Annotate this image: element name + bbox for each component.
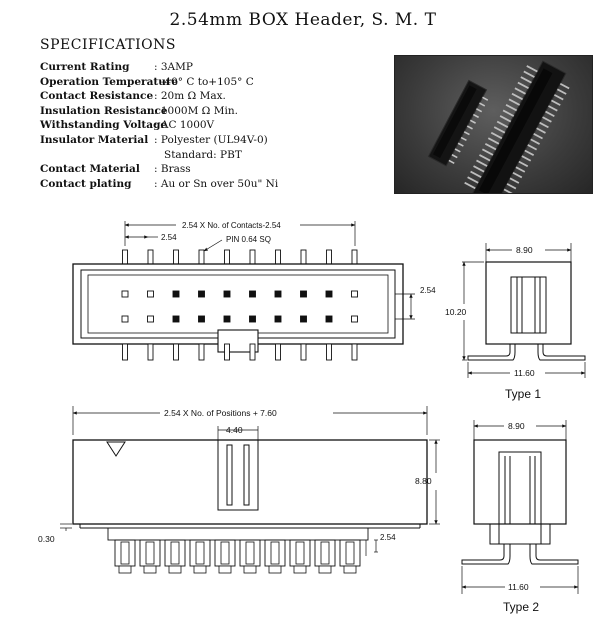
contact-square bbox=[173, 291, 179, 297]
contact-square bbox=[173, 316, 179, 322]
pin-top bbox=[174, 250, 179, 264]
front-view bbox=[60, 406, 440, 573]
dim-pitch-front: 2.54 bbox=[380, 533, 396, 542]
dim-overall-positions: 2.54 X No. of Positions + 7.60 bbox=[164, 408, 277, 418]
spec-value: : Brass bbox=[154, 163, 191, 176]
caption-type-2: Type 2 bbox=[503, 600, 540, 614]
front-pin-foot bbox=[119, 566, 131, 573]
spec-label: Contact Resistance bbox=[40, 90, 154, 103]
pin-bottom bbox=[250, 344, 255, 360]
pin-bottom bbox=[225, 344, 230, 360]
spec-label: Insulation Resistance bbox=[40, 104, 168, 117]
contact-square bbox=[122, 291, 128, 297]
contact-square bbox=[199, 291, 205, 297]
dim-row-spacing: 2.54 bbox=[420, 286, 436, 295]
pin-bottom bbox=[352, 344, 357, 360]
spec-label: Contact Material bbox=[40, 163, 140, 176]
dim-foot-type-1: 11.60 bbox=[514, 368, 535, 378]
pin-bottom bbox=[199, 344, 204, 360]
dim-pitch-top: 2.54 bbox=[161, 233, 177, 242]
front-pin-slot bbox=[346, 542, 354, 564]
pin-size-label: PIN 0.64 SQ bbox=[226, 235, 271, 244]
front-pin-slot bbox=[296, 542, 304, 564]
front-pin-slot bbox=[271, 542, 279, 564]
spec-value: : -40° C to+105° C bbox=[154, 75, 254, 88]
pin-top bbox=[301, 250, 306, 264]
caption-type-1: Type 1 bbox=[505, 387, 542, 401]
pin-bottom bbox=[148, 344, 153, 360]
pin-bottom bbox=[174, 344, 179, 360]
dim-width-type-2: 8.90 bbox=[508, 421, 525, 431]
front-pin-foot bbox=[294, 566, 306, 573]
pin-top bbox=[276, 250, 281, 264]
spec-value: : Polyester (UL94V-0) bbox=[154, 133, 268, 146]
front-pin-foot bbox=[269, 566, 281, 573]
dim-height-front: 8.80 bbox=[415, 476, 432, 486]
spec-label: Insulator Material bbox=[40, 133, 149, 146]
pin-bottom bbox=[301, 344, 306, 360]
spec-value: : 3AMP bbox=[154, 61, 193, 73]
pin-top bbox=[352, 250, 357, 264]
specifications-heading: SPECIFICATIONS bbox=[40, 37, 176, 53]
dim-width-type-1: 8.90 bbox=[516, 245, 533, 255]
dim-overall-contacts: 2.54 X No. of Contacts-2.54 bbox=[182, 221, 281, 230]
page-title: 2.54mm BOX Header, S. M. T bbox=[169, 10, 437, 30]
front-pin-slot bbox=[321, 542, 329, 564]
spec-value: : 1000M Ω Min. bbox=[154, 104, 238, 117]
front-pin-slot bbox=[221, 542, 229, 564]
contact-square bbox=[326, 316, 332, 322]
spec-value: : AC 1000V bbox=[154, 119, 215, 132]
contact-square bbox=[148, 316, 154, 322]
front-pin-foot bbox=[194, 566, 206, 573]
contact-square bbox=[224, 291, 230, 297]
side-view-type-1 bbox=[462, 243, 585, 378]
front-pin-slot bbox=[246, 542, 254, 564]
contact-square bbox=[122, 316, 128, 322]
contact-square bbox=[224, 316, 230, 322]
front-pin-foot bbox=[344, 566, 356, 573]
front-pin-foot bbox=[319, 566, 331, 573]
contact-square bbox=[301, 316, 307, 322]
front-pin-foot bbox=[244, 566, 256, 573]
spec-label: Withstanding Voltage bbox=[40, 119, 168, 132]
side-view-type-2 bbox=[462, 420, 578, 594]
spec-value: : 20m Ω Max. bbox=[154, 90, 226, 103]
dim-offset: 0.30 bbox=[38, 534, 55, 544]
pin-top bbox=[327, 250, 332, 264]
contact-square bbox=[326, 291, 332, 297]
front-pin-slot bbox=[196, 542, 204, 564]
front-pin-foot bbox=[219, 566, 231, 573]
contact-square bbox=[275, 291, 281, 297]
pin-bottom bbox=[123, 344, 128, 360]
contact-square bbox=[199, 316, 205, 322]
spec-value: : Au or Sn over 50u" Ni bbox=[154, 177, 279, 190]
front-pin-slot bbox=[171, 542, 179, 564]
dim-foot-type-2: 11.60 bbox=[508, 582, 529, 592]
contact-square bbox=[352, 291, 358, 297]
pin-bottom bbox=[276, 344, 281, 360]
spec-label: Operation Temperature bbox=[40, 75, 179, 88]
contact-square bbox=[301, 291, 307, 297]
front-pin-rail bbox=[108, 528, 368, 540]
front-pin-slot bbox=[146, 542, 154, 564]
front-pin-foot bbox=[169, 566, 181, 573]
pin-bottom bbox=[327, 344, 332, 360]
contact-square bbox=[250, 291, 256, 297]
pin-top bbox=[199, 250, 204, 264]
spec-label: Current Rating bbox=[40, 61, 130, 73]
spec-value: Standard: PBT bbox=[164, 148, 242, 161]
pin-top bbox=[225, 250, 230, 264]
contact-square bbox=[352, 316, 358, 322]
contact-square bbox=[148, 291, 154, 297]
pin-top bbox=[148, 250, 153, 264]
dim-key-width: 4.40 bbox=[226, 425, 243, 435]
contact-square bbox=[250, 316, 256, 322]
pin-top bbox=[123, 250, 128, 264]
front-pin-slot bbox=[121, 542, 129, 564]
spec-label: Contact plating bbox=[40, 177, 132, 190]
dim-height-type-1: 10.20 bbox=[445, 307, 467, 317]
contact-square bbox=[275, 316, 281, 322]
pin-top bbox=[250, 250, 255, 264]
front-pin-foot bbox=[144, 566, 156, 573]
